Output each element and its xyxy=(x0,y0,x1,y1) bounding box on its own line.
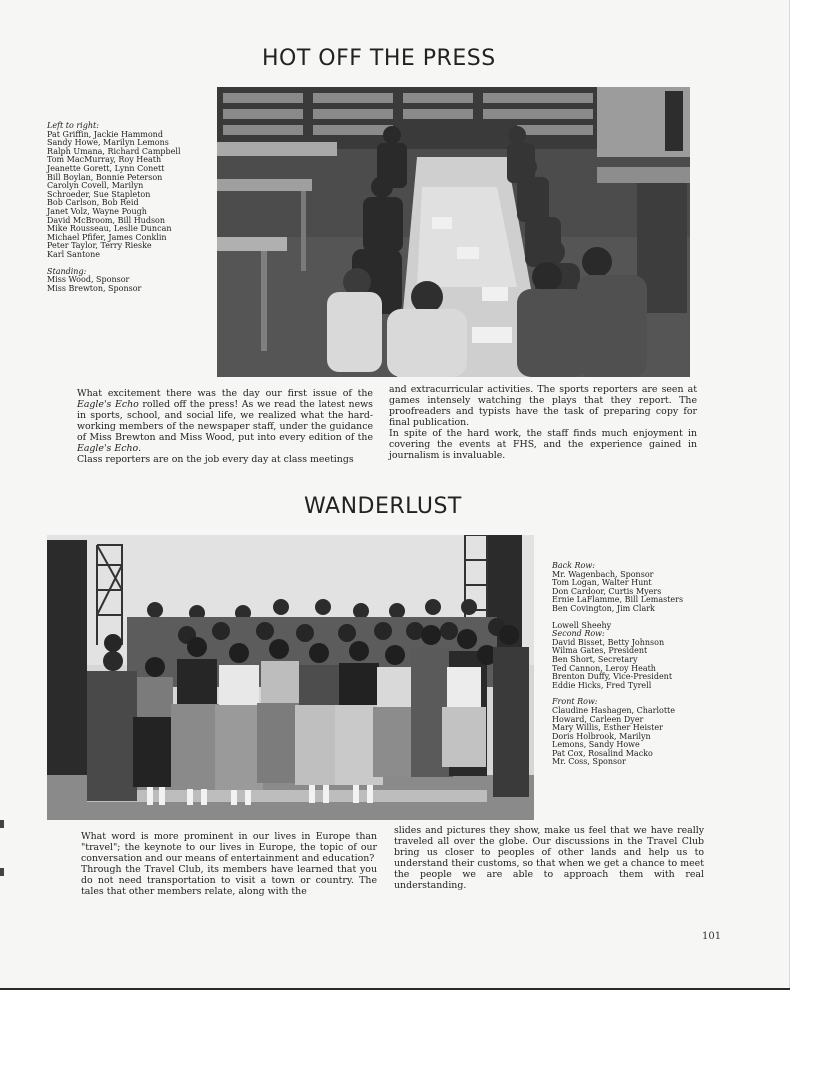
article-paragraph: In spite of the hard work, the staff finds much enjoyment in covering the events at FHS, and the experience gained in journalism is invaluable. xyxy=(389,428,697,461)
caption-name: Bill Boylan, Bonnie Peterson xyxy=(47,172,163,182)
newspaper-staff-photo xyxy=(217,87,690,377)
caption-name: Lemons, Sandy Howe xyxy=(552,740,640,750)
caption-name: David McBroom, Bill Hudson xyxy=(47,215,166,225)
caption-name: Eddie Hicks, Fred Tyrell xyxy=(552,680,652,690)
caption-name: Mary Willis, Esther Heister xyxy=(552,723,663,733)
caption-name: Pat Griffin, Jackie Hammond xyxy=(47,129,163,139)
caption-name: Ted Cannon, Leroy Heath xyxy=(552,663,656,673)
page-bottom-edge xyxy=(0,988,790,990)
caption-name: Sandy Howe, Marilyn Lemons xyxy=(47,138,169,148)
article-paragraph: Class reporters are on the job every day at class meetings xyxy=(77,454,354,465)
travel-club-photo xyxy=(47,535,534,820)
caption-name: Mr. Coss, Sponsor xyxy=(552,757,626,767)
caption-names xyxy=(47,131,212,260)
caption-heading: Second Row: xyxy=(552,629,605,639)
article-paragraph: What word is more prominent in our lives in Europe than "travel"; the keynote to our lives in Europe, the topic of our conversation and our means of entertainment and education? xyxy=(81,831,377,864)
caption-names xyxy=(552,707,732,767)
caption-name: Ralph Umana, Richard Campbell xyxy=(47,146,181,156)
caption-name: Schroeder, Sue Stapleton xyxy=(47,189,151,199)
caption-heading: Front Row: xyxy=(552,697,598,707)
press-article-column-2 xyxy=(389,384,697,461)
article-paragraph: slides and pictures they show, make us feel that we have really traveled all over the globe. Our discussions in the Travel Club bring us closer to peoples of other lands and help us to understand their customs, so that when we get a chance to meet the people we are able to approach them with real understanding. xyxy=(394,825,704,891)
binding-mark xyxy=(0,868,4,876)
caption-names xyxy=(552,639,732,691)
page-number: 101 xyxy=(702,931,722,942)
newspaper-name: Eagle's Echo xyxy=(77,399,139,410)
caption-name: Claudine Hashagen, Charlotte xyxy=(552,705,675,715)
travel-photo-caption xyxy=(552,562,732,767)
caption-names xyxy=(47,276,212,293)
caption-name: Janet Volz, Wayne Pough xyxy=(47,206,147,216)
caption-name: David Bisset, Betty Johnson xyxy=(552,637,665,647)
travel-section-title: WANDERLUST xyxy=(304,494,462,519)
caption-name: Tom MacMurray, Roy Heath xyxy=(47,155,162,165)
caption-name: Doris Holbrook, Marilyn xyxy=(552,731,651,741)
caption-heading: Back Row: xyxy=(552,561,595,570)
caption-name: Howard, Carleen Dyer xyxy=(552,714,644,724)
press-section-title: HOT OFF THE PRESS xyxy=(262,46,496,71)
caption-name: Mike Rousseau, Leslie Duncan xyxy=(47,224,172,234)
caption-name: Brenton Duffy, Vice-President xyxy=(552,672,673,682)
article-paragraph: and extracurricular activities. The sports reporters are seen at games intensely watching the plays that they report. The proofreaders and typists have the task of preparing copy for final publication. xyxy=(389,384,697,428)
travel-article-column-1 xyxy=(81,831,377,897)
article-paragraph: Through the Travel Club, its members have learned that you do not need transportation to visit a town or country. The tales that other members relate, along with the xyxy=(81,864,377,897)
caption-name: Karl Santone xyxy=(47,249,100,259)
caption-name: Jeanette Gorett, Lynn Conett xyxy=(47,163,165,173)
caption-name: Ben Covington, Jim Clark xyxy=(552,603,655,613)
caption-name: Miss Wood, Sponsor xyxy=(47,275,130,285)
press-article-column-1 xyxy=(77,388,373,465)
page-edge xyxy=(789,0,790,990)
caption-name: Mr. Wagenbach, Sponsor xyxy=(552,569,654,579)
caption-heading: Standing: xyxy=(47,266,87,276)
caption-name: Don Cardoor, Curtis Myers xyxy=(552,586,662,596)
caption-name: Peter Taylor, Terry Rieske xyxy=(47,241,152,251)
caption-name: Pat Cox, Rosalind Macko xyxy=(552,748,653,758)
travel-article-column-2 xyxy=(394,825,704,891)
article-paragraph: What excitement there was the day our first issue of the Eagle's Echo rolled off the press! As we read the latest news in sports, school, and social life, we realized what the hard-working members of the newspaper staff, under the guidance of Miss Brewton and Miss Wood, put into every edition of the Eagle's Echo. xyxy=(77,388,373,454)
caption-name: Wilma Gates, President xyxy=(552,646,648,656)
caption-name: Tom Logan, Walter Hunt xyxy=(552,578,652,588)
newspaper-name: Eagle's Echo xyxy=(77,443,139,454)
binding-mark xyxy=(0,820,4,828)
caption-name: Lowell Sheehy xyxy=(552,620,612,630)
caption-heading: Left to right: xyxy=(47,121,99,130)
caption-name: Michael Pfifer, James Conklin xyxy=(47,232,167,242)
caption-name: Ernie LaFlamme, Bill Lemasters xyxy=(552,595,684,605)
caption-name: Ben Short, Secretary xyxy=(552,654,638,664)
caption-names xyxy=(552,571,732,614)
caption-name: Carolyn Covell, Marilyn xyxy=(47,181,144,191)
press-photo-caption xyxy=(47,122,212,293)
caption-name: Miss Brewton, Sponsor xyxy=(47,283,142,293)
caption-name: Bob Carlson, Bob Reid xyxy=(47,198,139,208)
